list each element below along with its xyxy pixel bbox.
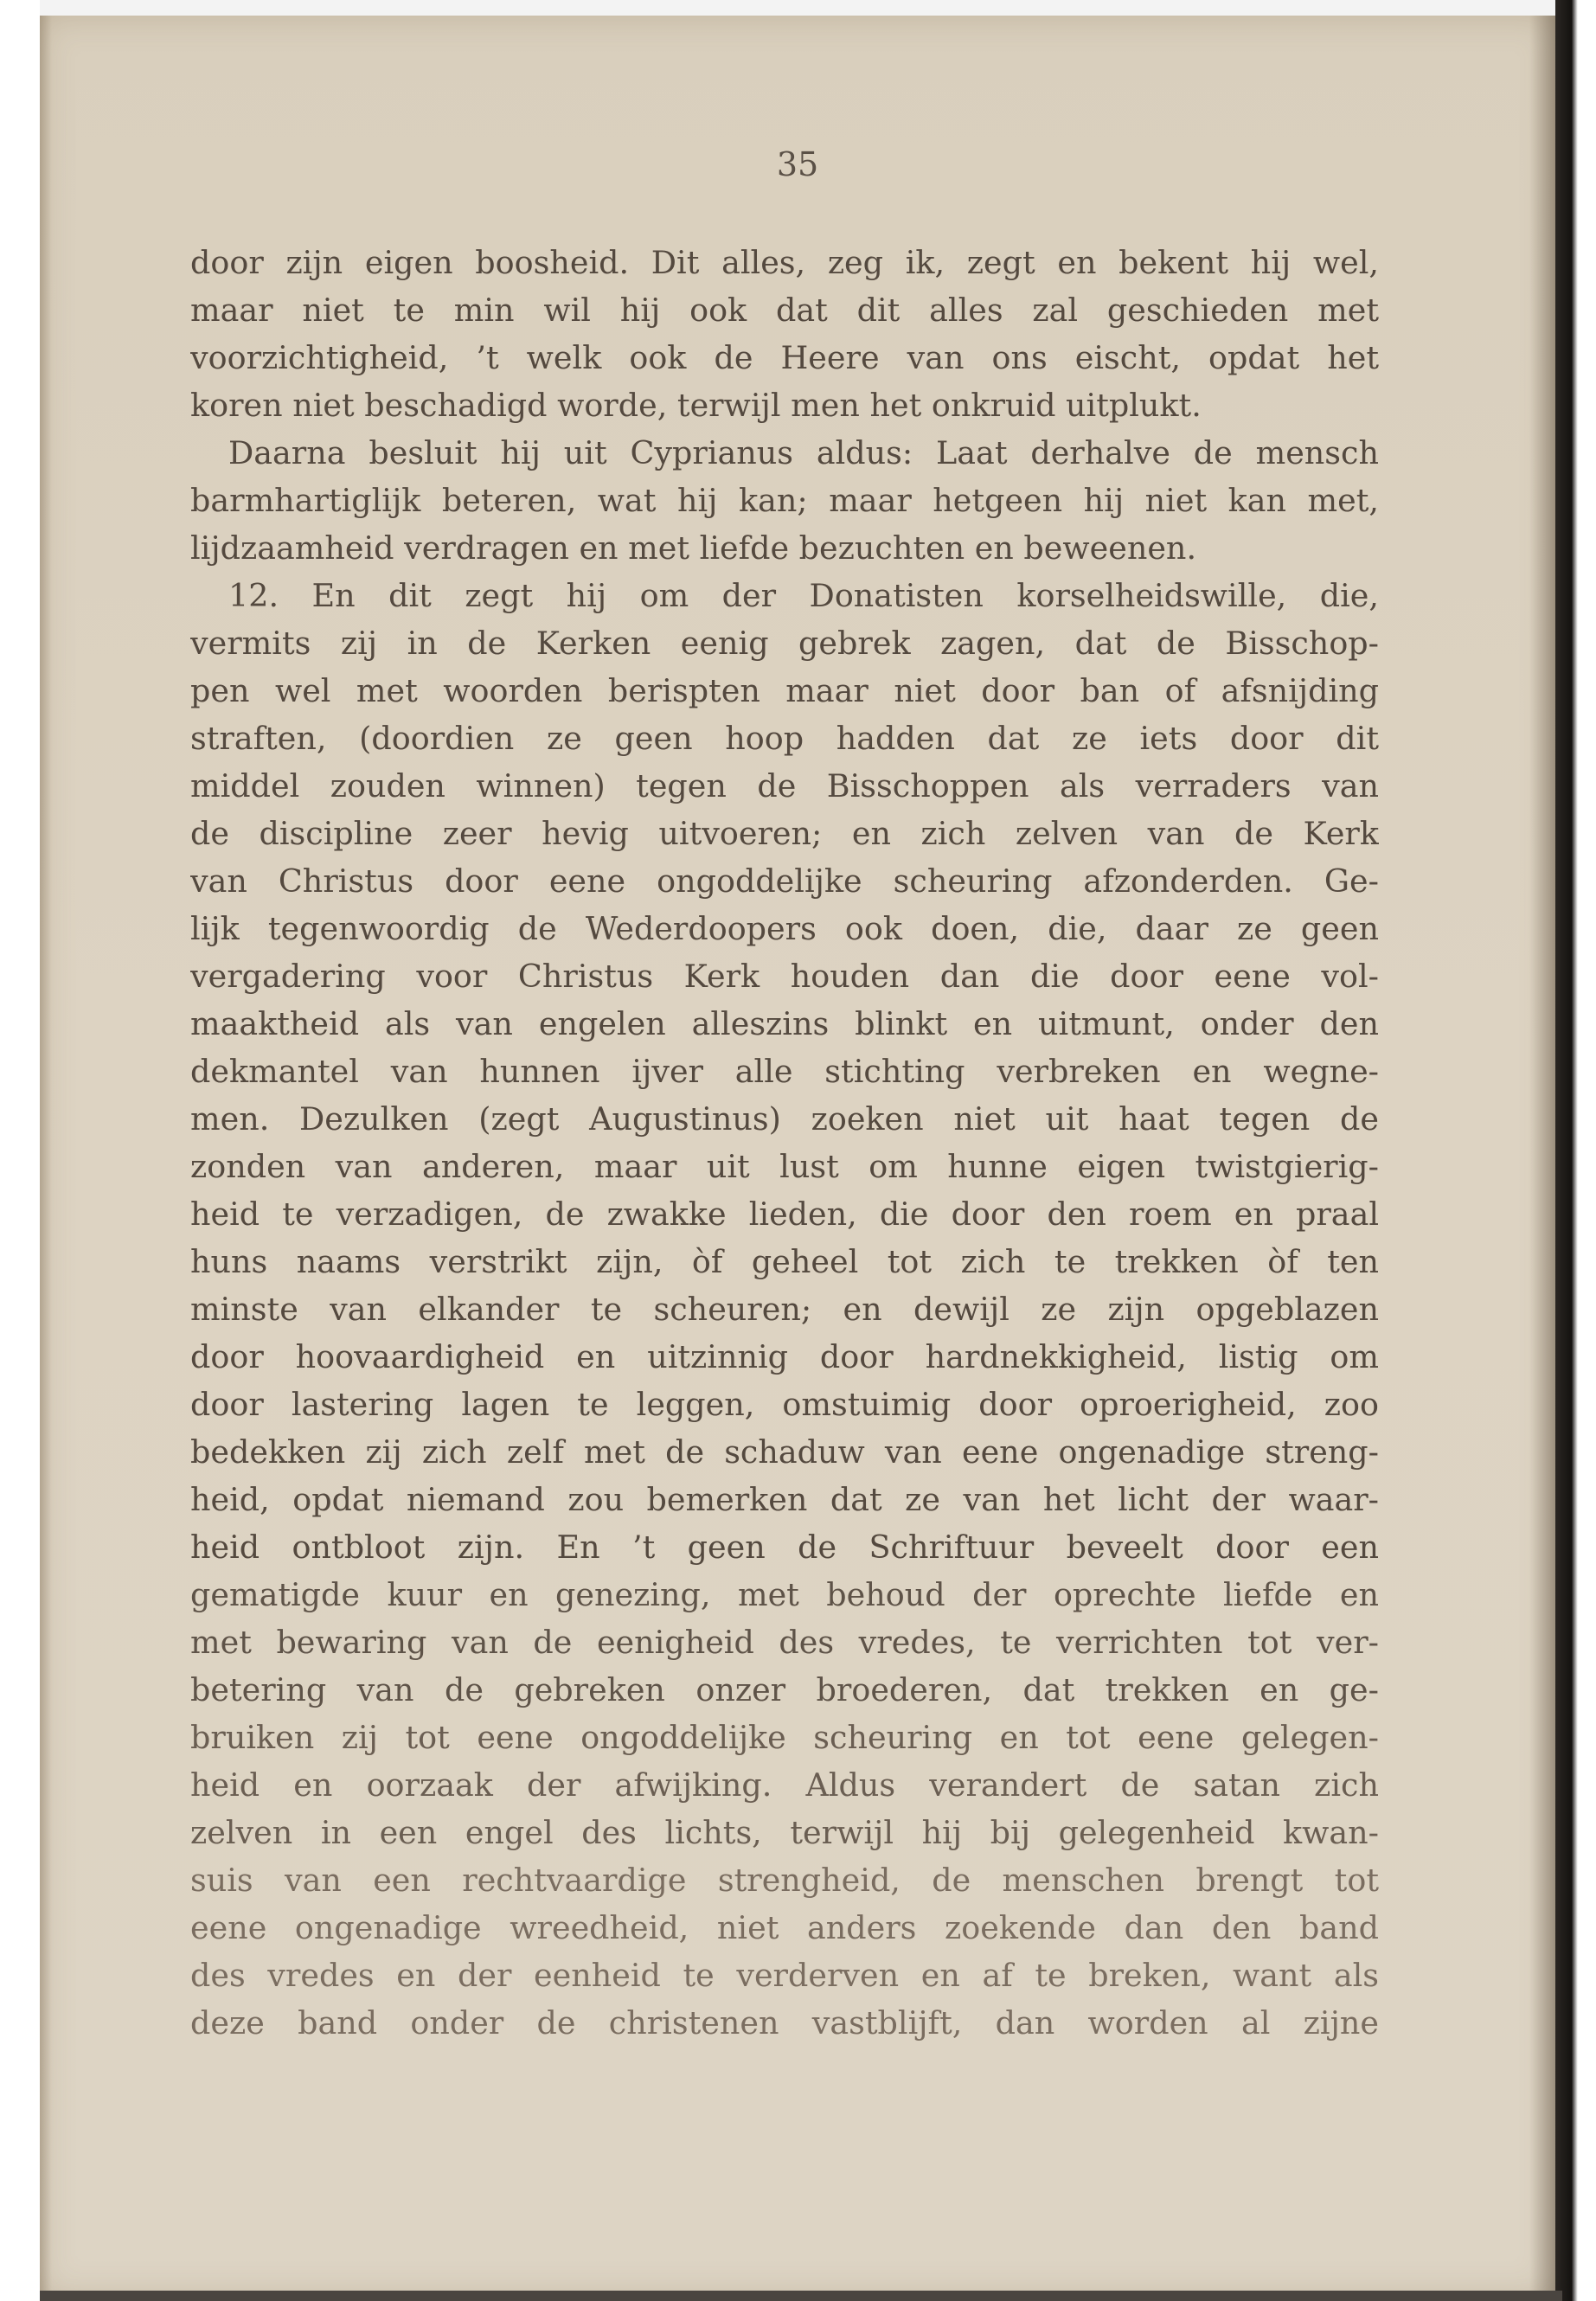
text-line: heid, opdat niemand zou bemerken dat ze van het licht der waar- bbox=[190, 1481, 1379, 1518]
text-line: lijdzaamheid verdragen en met liefde bezuchten en beweenen. bbox=[190, 529, 1197, 567]
text-line: door zijn eigen boosheid. Dit alles, zeg ik, zegt en bekent hij wel, bbox=[190, 244, 1379, 281]
text-line: lijk tegenwoordig de Wederdoopers ook doen, die, daar ze geen bbox=[190, 910, 1379, 947]
text-line: heid ontbloot zijn. En ’t geen de Schriftuur beveelt door een bbox=[190, 1529, 1379, 1566]
text-line: middel zouden winnen) tegen de Bisschoppen als verraders van bbox=[190, 767, 1379, 804]
text-line: des vredes en der eenheid te verderven en af te breken, want als bbox=[190, 1957, 1379, 1994]
text-line: door hoovaardigheid en uitzinnig door hardnekkigheid, listig om bbox=[190, 1338, 1379, 1375]
text-line: zonden van anderen, maar uit lust om hunne eigen twistgierig- bbox=[190, 1148, 1379, 1185]
page-number: 35 bbox=[776, 145, 819, 183]
text-line: Daarna besluit hij uit Cyprianus aldus: Laat derhalve de mensch bbox=[228, 434, 1379, 471]
text-line: huns naams verstrikt zijn, òf geheel tot zich te trekken òf ten bbox=[190, 1243, 1379, 1280]
text-line: maaktheid als van engelen alleszins blinkt en uitmunt, onder den bbox=[190, 1005, 1379, 1042]
text-line: minste van elkander te scheuren; en dewijl ze zijn opgeblazen bbox=[190, 1291, 1379, 1328]
text-line: voorzichtigheid, ’t welk ook de Heere van ons eischt, opdat het bbox=[190, 339, 1379, 376]
text-line: van Christus door eene ongoddelijke scheuring afzonderden. Ge- bbox=[190, 862, 1379, 900]
text-line: heid te verzadigen, de zwakke lieden, die door den roem en praal bbox=[190, 1195, 1379, 1233]
text-line: maar niet te min wil hij ook dat dit alles zal geschieden met bbox=[190, 292, 1379, 329]
text-line: bruiken zij tot eene ongoddelijke scheuring en tot eene gelegen- bbox=[190, 1719, 1379, 1756]
text-line: bedekken zij zich zelf met de schaduw van eene ongenadige streng- bbox=[190, 1433, 1379, 1471]
text-line: betering van de gebreken onzer broederen, dat trekken en ge- bbox=[190, 1671, 1379, 1708]
text-line: zelven in een engel des lichts, terwijl hij bij gelegenheid kwan- bbox=[190, 1814, 1379, 1851]
text-line: met bewaring van de eenigheid des vredes, te verrichten tot ver- bbox=[190, 1624, 1379, 1661]
scan-top-border bbox=[0, 0, 1596, 16]
page-bottom-edge bbox=[40, 2291, 1562, 2301]
text-line: 12. En dit zegt hij om der Donatisten korselheidswille, die, bbox=[228, 577, 1379, 614]
text-line: vermits zij in de Kerken eenig gebrek zagen, dat de Bisschop- bbox=[190, 625, 1379, 662]
text-line: heid en oorzaak der afwijking. Aldus verandert de satan zich bbox=[190, 1766, 1379, 1804]
text-line: men. Dezulken (zegt Augustinus) zoeken niet uit haat tegen de bbox=[190, 1100, 1379, 1138]
text-line: straften, (doordien ze geen hoop hadden dat ze iets door dit bbox=[190, 720, 1379, 757]
text-line: eene ongenadige wreedheid, niet anders zoekende dan den band bbox=[190, 1909, 1379, 1946]
text-line: pen wel met woorden berispten maar niet door ban of afsnijding bbox=[190, 672, 1379, 709]
text-line: koren niet beschadigd worde, terwijl men het onkruid uitplukt. bbox=[190, 387, 1202, 424]
text-line: gematigde kuur en genezing, met behoud der oprechte liefde en bbox=[190, 1576, 1379, 1613]
text-line: deze band onder de christenen vastblijft, dan worden al zijne bbox=[190, 2004, 1379, 2041]
text-line: door lastering lagen te leggen, omstuimig door oproerigheid, zoo bbox=[190, 1386, 1379, 1423]
scan-left-border bbox=[0, 0, 40, 2301]
text-line: de discipline zeer hevig uitvoeren; en zich zelven van de Kerk bbox=[190, 815, 1379, 852]
text-line: dekmantel van hunnen ijver alle stichting verbreken en wegne- bbox=[190, 1053, 1379, 1090]
text-line: vergadering voor Christus Kerk houden dan die door eene vol- bbox=[190, 958, 1379, 995]
page-left-shadow bbox=[40, 16, 52, 2298]
text-line: suis van een rechtvaardige strengheid, de menschen brengt tot bbox=[190, 1862, 1379, 1899]
text-line: barmhartiglijk beteren, wat hij kan; maar hetgeen hij niet kan met, bbox=[190, 482, 1379, 519]
body-text bbox=[190, 239, 1379, 2047]
book-spine-edge bbox=[1555, 0, 1596, 2301]
book-page bbox=[40, 16, 1555, 2298]
